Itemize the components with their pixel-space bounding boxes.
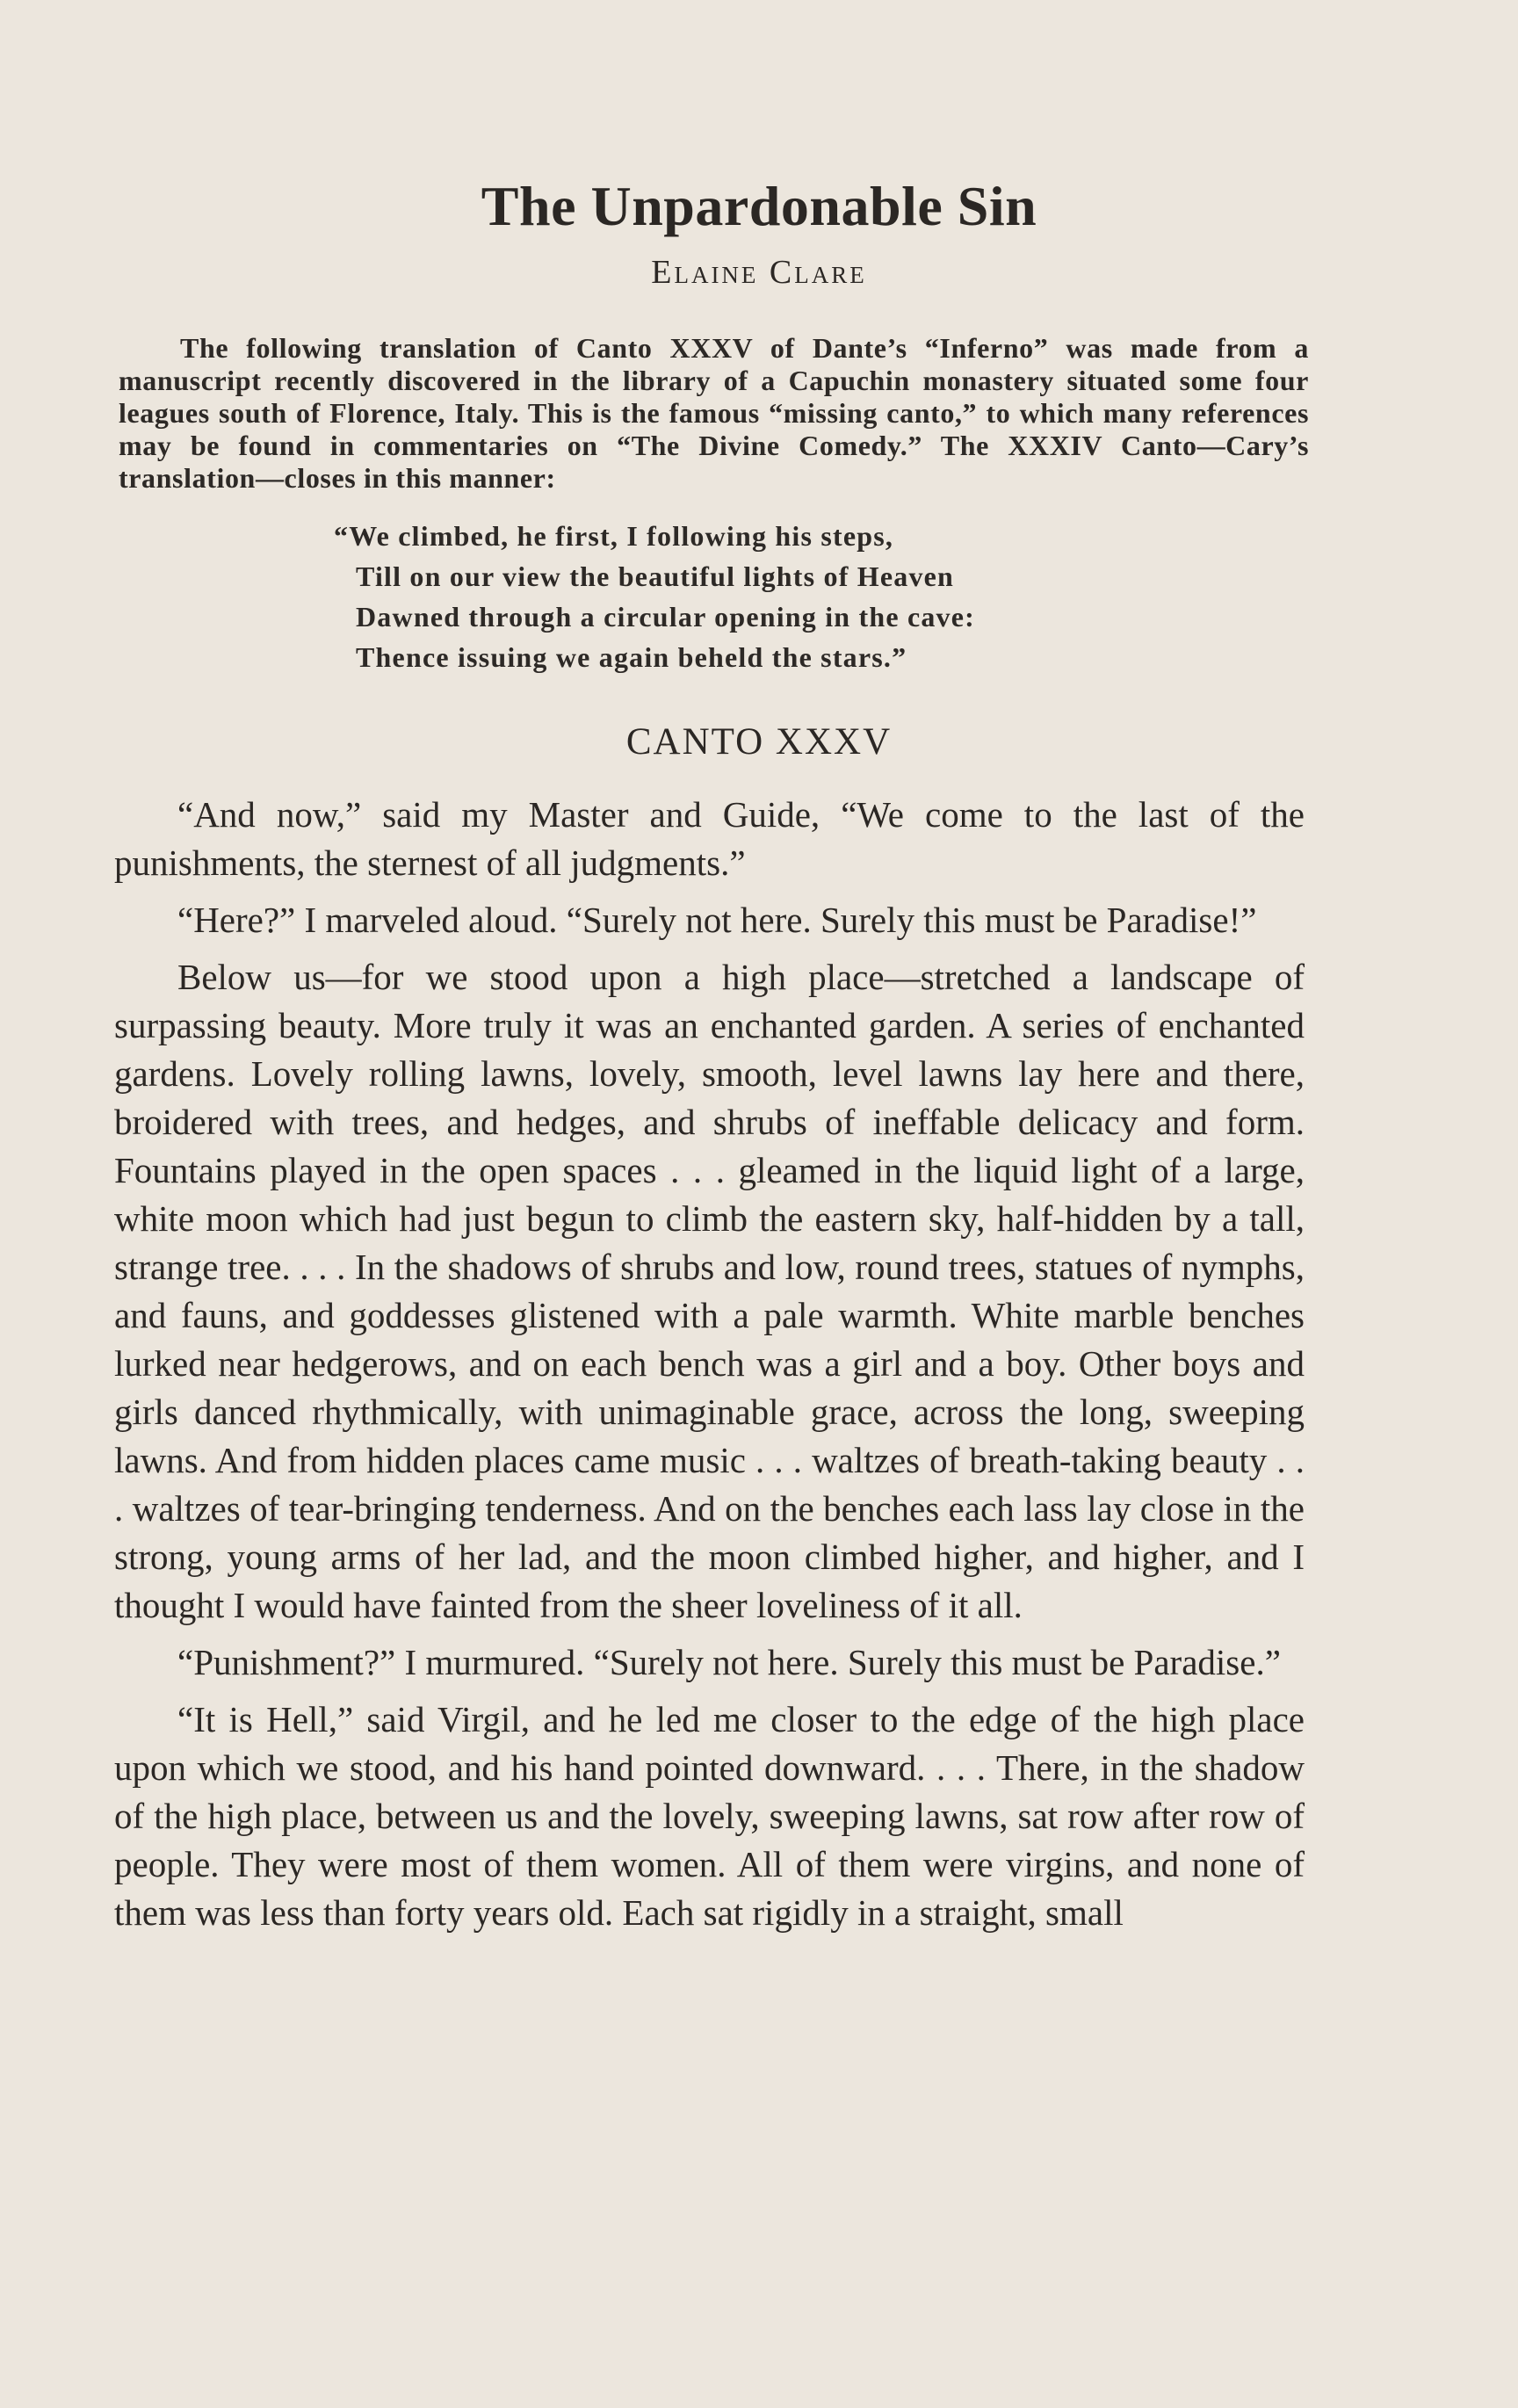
article-title: The Unpardonable Sin bbox=[481, 175, 1037, 237]
body-paragraph: “And now,” said my Master and Guide, “We come to the last of the punishments, the sternest of all judgments.” bbox=[114, 794, 1305, 883]
body-paragraph: “It is Hell,” said Virgil, and he led me closer to the edge of the high place upon which we stood, and his hand pointed downward. . . . There, in the shadow of the high place, between us and the lovely, sweeping lawns, sat row after row of people. They were most of them women. All of them were virgins, and none of them was less than forty years old. Each sat rigidly in a straight, small bbox=[114, 1699, 1305, 1933]
article-author: Elaine Clare bbox=[651, 254, 867, 291]
body-paragraph: “Punishment?” I murmured. “Surely not here. Surely this must be Paradise.” bbox=[177, 1642, 1281, 1682]
verse-line: “We climbed, he first, I following his steps, bbox=[334, 520, 894, 552]
intro-paragraph: The following translation of Canto XXXV of Dante’s “Inferno” was made from a manuscript recently discovered in the library of a Capuchin monastery situated some four leagues south of Florence, Italy. This is the famous “missing canto,” to which many references may be found in commentaries on “The Divine Comedy.” The XXXIV Canto—Cary’s translation—closes in this manner: bbox=[119, 332, 1309, 494]
canto-heading: CANTO XXXV bbox=[625, 721, 893, 763]
body-paragraph: “Here?” I marveled aloud. “Surely not here. Surely this must be Paradise!” bbox=[177, 900, 1257, 940]
body-text bbox=[114, 791, 1305, 1946]
verse-quote bbox=[334, 516, 1212, 677]
body-paragraph: Below us—for we stood upon a high place—stretched a landscape of surpassing beauty. More truly it was an enchanted garden. A series of enchanted gardens. Lovely rolling lawns, lovely, smooth, level lawns lay here and there, broidered with trees, and hedges, and shrubs of ineffable delicacy and form. Fountains played in the open spaces . . . gleamed in the liquid light of a large, white moon which had just begun to climb the eastern sky, half-hidden by a tall, strange tree. . . . In the shadows of shrubs and low, round trees, statues of nymphs, and fauns, and goddesses glistened with a pale warmth. White marble benches lurked near hedgerows, and on each bench was a girl and a boy. Other boys and girls danced rhythmically, with unimaginable grace, across the long, sweeping lawns. And from hidden places came music . . . waltzes of breath-taking beauty . . . waltzes of tear-bringing tenderness. And on the benches each lass lay close in the strong, young arms of her lad, and the moon climbed higher, and higher, and I thought I would have fainted from the sheer loveliness of it all. bbox=[114, 957, 1305, 1625]
verse-line: Thence issuing we again beheld the stars.” bbox=[356, 641, 907, 673]
verse-line: Till on our view the beautiful lights of Heaven bbox=[356, 560, 955, 592]
verse-line: Dawned through a circular opening in the cave: bbox=[356, 601, 976, 633]
